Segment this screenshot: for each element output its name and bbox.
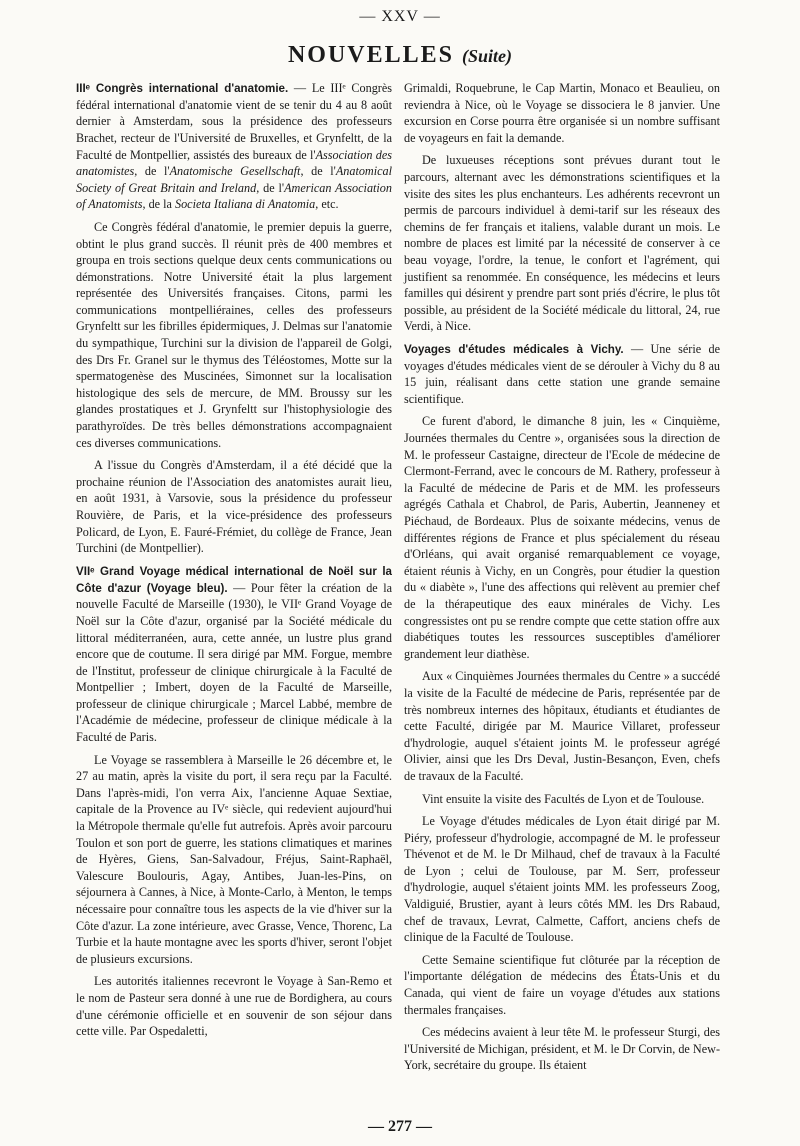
paragraph-lyon-voyage: Le Voyage d'études médicales de Lyon était dirigé par M. Piéry, professeur d'hydrologie, accompagné de M. le professeur Thévenot et de M. le Dr Milhaud, chef de travaux à la Faculté de Lyon ; celui de Toulouse, par M. Serr, professeur d'hydrologie, auquel s'étaient joints MM. les professeurs Zoog, Valdiguié, Brustier, ayant à leurs côtés MM. les Drs Rabaud, chef de travaux, Levrat, Calmette, Caffort, anciens chefs de clinique de la Faculté de Toulouse.: [404, 814, 720, 945]
paragraph-paris-faculty: Aux « Cinquièmes Journées thermales du Centre » a succédé la visite de la Faculté de médecine de Paris, représentée par de très nombreux internes des hôpitaux, étudiants et étudiantes de cette Faculté, dirigée par M. Maurice Villaret, professeur d'hydrologie, auquel s'étaient joints M. le professeur agrégé Olivier, ainsi que les Drs Deval, Justin-Besançon, Even, chefs de travaux de la Faculté.: [404, 669, 720, 783]
paragraph-delegation-leaders: Ces médecins avaient à leur tête M. le professeur Sturgi, des l'Université de Michigan, président, et M. le Dr Corvin, de New-York, secrétaire du groupe. Ils étaient: [404, 1025, 720, 1073]
title-subtitle: (Suite): [462, 46, 513, 66]
title-text: NOUVELLES: [287, 42, 455, 68]
paragraph-congress-success: Ce Congrès fédéral d'anatomie, le premier depuis la guerre, obtint le plus grand succès. Il réunit près de 400 membres et groupa en trois sections quelque deux cents communications ou démonstrations. Notre Université était la plus largement représentée des Universités françaises. Citons, parmi les communications montpelliéraines, celles des professeurs Grynfeltt sur les fibrilles épidermiques, J. Delmas sur l'anatomie du sympathique, Turchini sur la division de l'appareil de Golgi, des Drs Fr. Granel sur le thymus des Téléostomes, Motte sur la spermatogenèse des Muscinées, Simonnet sur la localisation histologique des sels de mercure, de MM. Broussy sur les glandes prostatiques et J. Grynfeltt sur l'histophysiologie des parathyroïdes. De très belles démonstrations accompagnaient ces diverses communications.: [76, 219, 392, 450]
left-column: [76, 80, 392, 1046]
paragraph-lyon-toulouse: Vint ensuite la visite des Facultés de Lyon et de Toulouse.: [422, 791, 705, 806]
headline-anatomy-congress: IIIᵉ Congrès international d'anatomie.: [76, 82, 289, 95]
paragraph-christmas-voyage: VIIᵉ Grand Voyage médical international de Noël sur la Côte d'azur (Voyage bleu). — Pour fêter la création de la nouvelle Faculté de Marseille (1930), le VIIᵉ Grand Voyage de Noël sur la Côte d'azur, organisé par la Société médicale du littoral méditerranéen, aura, cette année, un lustre plus grand encore que de coutume. Il sera dirigé par MM. Forgue, membre de l'Institut, professeur de clinique chirurgicale à la Faculté de Montpellier ; Imbert, doyen de la Faculté de Marseille, professeur de clinique chirurgicale ; Marcel Labbé, membre de l'Académie de médecine, professeur de clinique médicale à la Faculté de Paris.: [76, 564, 392, 745]
paragraph-itinerary-continued: Grimaldi, Roquebrune, le Cap Martin, Monaco et Beaulieu, on reviendra à Nice, où le Voyage se dissociera le 8 janvier. Une excursion en Corse pourra être organisée si un nombre suffisant de voyageurs en fait la demande.: [404, 81, 720, 145]
paragraph-american-delegation: Cette Semaine scientifique fut clôturée par la réception de l'importante délégation de médecins des États-Unis et du Canada, qui vient de faire un voyage d'études aux stations thermales françaises.: [404, 952, 720, 1017]
section-roman-numeral: — XXV —: [359, 8, 441, 25]
paragraph-italian-authorities: Les autorités italiennes recevront le Voyage à San-Remo et le nom de Pasteur sera donné à une rue de Bordighera, au cours d'une cérémonie officielle et en souvenir de son séjour dans cette ville. Par Ospedaletti,: [76, 974, 392, 1039]
page-number: — 277 —: [368, 1118, 432, 1135]
paragraph-vichy-voyages: Voyages d'études médicales à Vichy. — Une série de voyages d'études médicales vient de se dérouler à Vichy du 8 au 15 juin, réalisant dans cette station une grande semaine scientifique.: [404, 341, 720, 406]
paragraph-thermal-days: Ce furent d'abord, le dimanche 8 juin, les « Cinquième, Journées thermales du Centre », organisées sous la direction de M. le professeur Castaigne, directeur de l'Ecole de médecine de Clermont-Ferrand, avec le concours de M. Rathery, professeur à la Faculté de médecine de Paris et de MM. les professeurs agrégés Cathala et Chabrol, de Paris, Aubertin, Jeanneney et Piéchaud, de Bordeaux. Plus de soixante médecins, venus de différentes régions de France et plus spécialement du réseau d'Orléans, qui avait organisé remarquablement ce voyage, étaient réunis à Vichy, en un Congrès, pour étudier la question du « diabète », l'une des affections qui relèvent au premier chef de la thérapeutique des eaux minérales de Vichy. Les congressistes ont pu se rendre compte que cette station offre aux diabétiques toutes les ressources susceptibles d'améliorer grandement leur diathèse.: [404, 414, 720, 661]
paragraph-voyage-itinerary: Le Voyage se rassemblera à Marseille le 26 décembre et, le 27 au matin, après la visite du port, il sera reçu par la Faculté. Dans l'après-midi, l'on verra Aix, l'ancienne Aquae Sextiae, capitale de la Provence au IVᵉ siècle, qui redevient aujourd'hui la Métropole thermale qu'elle fut autrefois. Après avoir parcouru Toulon et son port de guerre, les stations climatiques et marines de Hyères, Giens, San-Salvadour, Fréjus, Saint-Raphaël, Valescure Boulouris, Agay, Antibes, Juan-les-Pins, on séjournera à Cannes, à Nice, à Monte-Carlo, à Menton, le temps nécessaire pour connaître tous les aspects de la vie d'hiver sur la Côte d'azur. La zone intérieure, avec Grasse, Vence, Thorenc, La Turbie et la haute montagne avec les sports d'hiver, seront l'objet de plusieurs excursions.: [76, 752, 392, 966]
paragraph-receptions: De luxueuses réceptions sont prévues durant tout le parcours, alternant avec les démonstrations scientifiques et la visite des sites les plus enchanteurs. Les adhérents recevront un permis de parcours individuel à demi-tarif sur les réseaux des chemins de fer français et italiens, valable durant un mois. Le nombre de places est limité par la nécessité de conserver à ce beau voyage, l'ordre, la tenue, le confort et l'agrément, qui justifient sa renommée. En conséquence, les médecins et leurs familles qui désirent y prendre part sont priés d'écrire, le plus tôt possible, au président de la Société médicale du littoral, 24, rue Verdi, à Nice.: [404, 153, 720, 334]
paragraph-anatomy-congress: IIIᵉ Congrès international d'anatomie. — Le IIIᵉ Congrès fédéral international d'anatomie vient de se tenir du 4 au 8 août dernier à Amsterdam, sous la présidence des professeurs Brachet, recteur de l'Université de Bruxelles, et Grynfeltt, de la Faculté de Montpellier, assistés des bureaux de l'Association des anatomistes, de l'Anatomische Gesellschaft, de l'Anatomical Society of Great Britain and Ireland, de l'American Association of Anatomists, de la Societa Italiana di Anatomia, etc.: [76, 81, 393, 212]
headline-vichy-voyages: Voyages d'études médicales à Vichy.: [404, 342, 624, 356]
right-column: [404, 80, 720, 1080]
page-title: [0, 42, 800, 69]
headline-christmas-voyage: VIIᵉ Grand Voyage médical international de Noël sur la Côte d'azur (Voyage bleu).: [76, 564, 392, 595]
paragraph-next-meeting: A l'issue du Congrès d'Amsterdam, il a été décidé que la prochaine réunion de l'Association des anatomistes aurait lieu, en août 1931, à Varsovie, sous la présidence du professeur Rouvière, de Paris, et la vice-présidence des professeurs Policard, de Lyon, E. Fauré-Frémiet, du collège de France, Jean Turchini (de Montpellier).: [76, 458, 392, 556]
